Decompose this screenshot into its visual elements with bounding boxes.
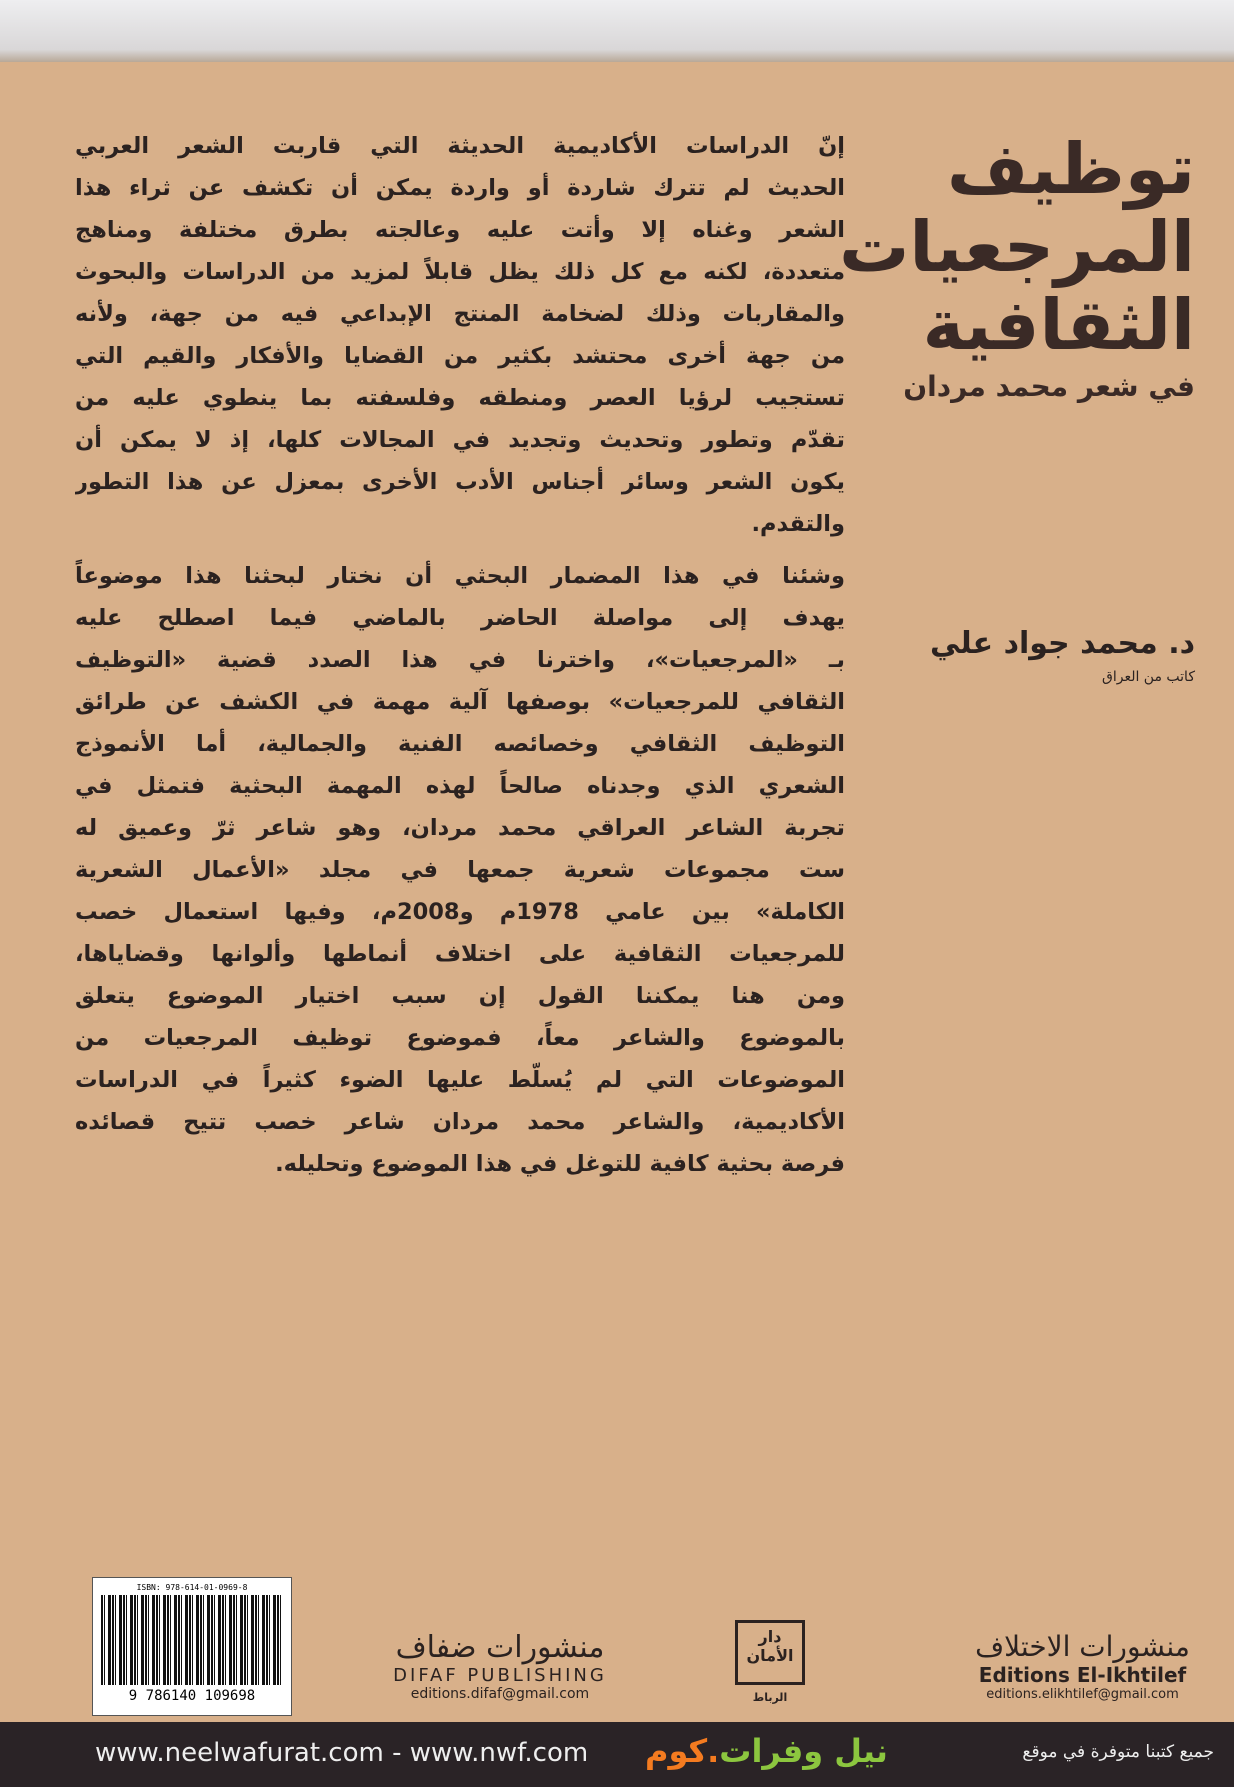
difaf-arabic: منشورات ضفاف (395, 1630, 605, 1665)
blurb-line: من جهة أخرى محتشد بكثير من القضايا والأفكار والقيم التي (75, 343, 845, 369)
subtitle: في شعر محمد مردان (903, 370, 1195, 403)
aman-arabic: دار الأمان (735, 1620, 805, 1685)
book-title (839, 128, 1195, 403)
author-note: كاتب من العراق (1101, 669, 1195, 685)
blurb-line: الثقافي للمرجعيات» بوصفها آلية مهمة في الكشف عن طرائق (75, 689, 845, 715)
scan-top-edge (0, 0, 1234, 62)
blurb-line: ست مجموعات شعرية جمعها في مجلد «الأعمال الشعرية (75, 857, 845, 883)
ikhtilef-logo (960, 1630, 1205, 1702)
blurb-line: الشعر وغناه إلا وأتت عليه وعالجته بطرق مختلفة ومناهج (75, 217, 845, 243)
difaf-logo (375, 1630, 625, 1702)
title-line-1: توظيف (946, 128, 1195, 210)
blurb-line: والتقدم. (751, 511, 845, 537)
blurb-line: وشئنا في هذا المضمار البحثي أن نختار لبحثنا هذا موضوعاً (75, 563, 845, 589)
ikhtilef-arabic: منشورات الاختلاف (975, 1630, 1190, 1663)
blurb-line: فرصة بحثية كافية للتوغل في هذا الموضوع وتحليله. (275, 1151, 845, 1177)
blurb-line: يكون الشعر وسائر أجناس الأدب الأخرى بمعزل عن هذا التطور (75, 469, 845, 495)
blurb-line: تجربة الشاعر العراقي محمد مردان، وهو شاعر ثرّ وعميق له (75, 815, 845, 841)
blurb-line: تستجيب لرؤيا العصر ومنطقه وفلسفته بما ينطوي عليه من (75, 385, 845, 411)
blurb-line: بالموضوع والشاعر معاً، فموضوع توظيف المرجعيات من (75, 1025, 845, 1051)
blurb-text (75, 125, 845, 1185)
barcode-number: 9 786140 109698 (128, 1688, 256, 1704)
bottom-bar (0, 1722, 1234, 1787)
barcode-bars (101, 1595, 283, 1685)
ikhtilef-latin: Editions El-Ikhtilef (978, 1663, 1187, 1687)
difaf-email: editions.difaf@gmail.com (410, 1686, 590, 1702)
blurb-line: يهدف إلى مواصلة الحاضر بالماضي فيما اصطلح عليه (75, 605, 845, 631)
blurb-line: تقدّم وتطور وتحديث وتجديد في المجالات كلها، إذ لا يمكن أن (75, 427, 845, 453)
blurb-line: التوظيف الثقافي وخصائصه الفنية والجمالية، أما الأنموذج (75, 731, 845, 757)
aman-logo (735, 1620, 805, 1704)
author-name: د. محمد جواد علي (930, 626, 1195, 661)
title-line-2: المرجعيات (839, 206, 1195, 288)
blurb-line: إنّ الدراسات الأكاديمية الحديثة التي قاربت الشعر العربي (75, 133, 845, 159)
blurb-line: ومن هنا يمكننا القول إن سبب اختيار الموضوع يتعلق (75, 983, 845, 1009)
barcode (92, 1577, 292, 1716)
store-brand (645, 1732, 888, 1770)
blurb-line: الموضوعات التي لم يُسلّط عليها الضوء كثيراً في الدراسات (75, 1067, 845, 1093)
blurb-line: والمقاربات وذلك لضخامة المنتج الإبداعي فيه من جهة، ولأنه (75, 301, 845, 327)
blurb-line: الحديث لم تترك شاردة أو واردة يمكن أن تكشف عن ثراء هذا (75, 175, 845, 201)
blurb-line: بـ «المرجعيات»، واخترنا في هذا الصدد قضية «التوظيف (75, 647, 845, 673)
store-urls: www.neelwafurat.com - www.nwf.com (95, 1738, 589, 1768)
store-note: جميع كتبنا متوفرة في موقع (1022, 1742, 1214, 1762)
blurb-line: متعددة، لكنه مع كل ذلك يظل قابلاً لمزيد من الدراسات والبحوث (75, 259, 845, 285)
title-line-3: الثقافية (922, 284, 1195, 366)
difaf-latin: DIFAF PUBLISHING (393, 1665, 607, 1686)
blurb-line: للمرجعيات الثقافية على اختلاف أنماطها وألوانها وقضاياها، (75, 941, 845, 967)
brand-part-b: .كوم (645, 1732, 720, 1770)
blurb-line: الكاملة» بين عامي 1978م و2008م، وفيها استعمال خصب (75, 899, 845, 925)
brand-part-a: نيل وفرات (719, 1732, 888, 1770)
author-block (880, 626, 1195, 685)
ikhtilef-email: editions.elikhtilef@gmail.com (986, 1687, 1179, 1702)
paragraph-gap (75, 545, 845, 555)
blurb-line: الأكاديمية، والشاعر محمد مردان شاعر خصب تتيح قصائده (75, 1109, 845, 1135)
isbn-text: ISBN: 978-614-01-0969-8 (136, 1583, 248, 1592)
aman-city: الرباط (752, 1691, 788, 1704)
blurb-line: الشعري الذي وجدناه صالحاً لهذه المهمة البحثية فتمثل في (75, 773, 845, 799)
